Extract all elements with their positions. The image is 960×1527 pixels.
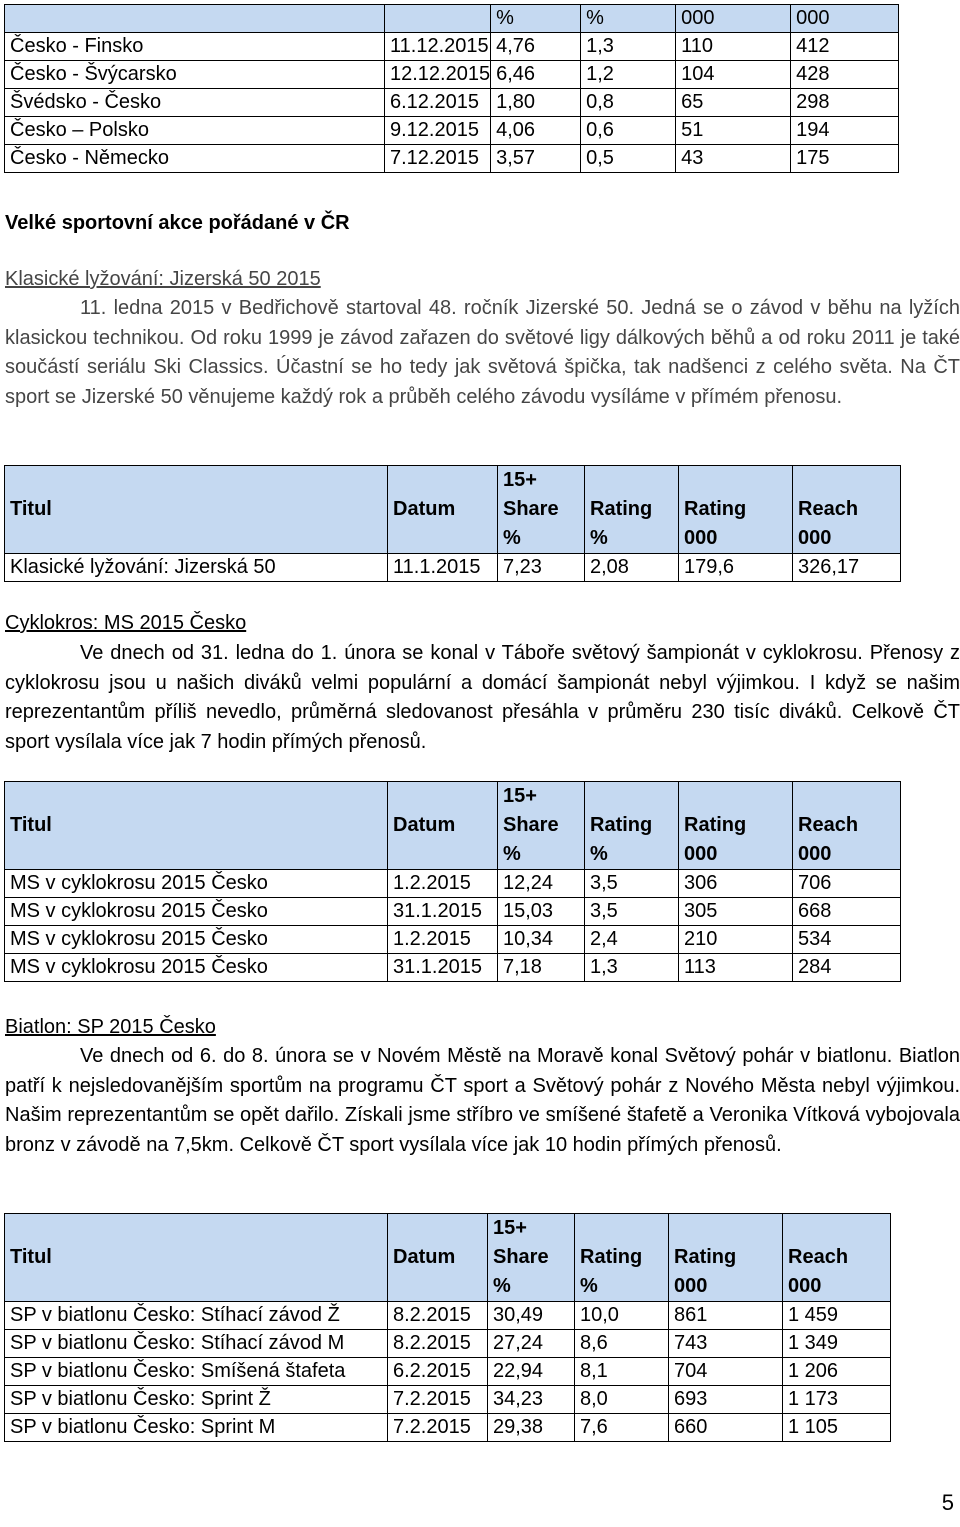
table-cell: 2,08 bbox=[585, 554, 679, 582]
header-line: 000 bbox=[674, 1275, 708, 1297]
table-row bbox=[5, 1414, 891, 1442]
header-line: 000 bbox=[684, 527, 718, 549]
header-reach-000 bbox=[793, 466, 901, 554]
table-cell: 1 349 bbox=[783, 1330, 891, 1358]
header-reach-000 bbox=[783, 1214, 891, 1302]
table-cell: Klasické lyžování: Jizerská 50 bbox=[5, 554, 388, 582]
table-cell: 298 bbox=[791, 89, 899, 117]
table-cell: 4,76 bbox=[491, 33, 581, 61]
page-number: 5 bbox=[941, 1490, 954, 1515]
table-cell: 4,06 bbox=[491, 117, 581, 145]
header-cell: 000 bbox=[791, 5, 899, 33]
table-cell: MS v cyklokrosu 2015 Česko bbox=[5, 870, 388, 898]
table-cell: 7,18 bbox=[498, 954, 585, 982]
header-line: Rating bbox=[674, 1246, 737, 1268]
table-cell: 8.2.2015 bbox=[388, 1302, 488, 1330]
table-cell: Česko - Švýcarsko bbox=[5, 61, 385, 89]
table-cell: 3,5 bbox=[585, 898, 679, 926]
table-cell: 1.2.2015 bbox=[388, 926, 498, 954]
table-cell: 8,1 bbox=[575, 1358, 669, 1386]
table-cell: 31.1.2015 bbox=[388, 954, 498, 982]
header-share-line: 15+ bbox=[493, 1217, 527, 1239]
table-cell: 10,34 bbox=[498, 926, 585, 954]
table-cell: 0,5 bbox=[581, 145, 676, 173]
header-line: 000 bbox=[798, 527, 832, 549]
table-cell: 8.2.2015 bbox=[388, 1330, 488, 1358]
header-titul: Titul bbox=[5, 466, 388, 554]
header-line: 000 bbox=[788, 1275, 822, 1297]
header-share-line: % bbox=[503, 527, 521, 549]
table-cell: 2,4 bbox=[585, 926, 679, 954]
header-line: 000 bbox=[684, 843, 718, 865]
table-cell: 534 bbox=[793, 926, 901, 954]
table-row bbox=[5, 898, 901, 926]
header-line: Reach bbox=[788, 1246, 849, 1268]
table-cell: 1,3 bbox=[581, 33, 676, 61]
table-cell: 31.1.2015 bbox=[388, 898, 498, 926]
ski-paragraph-text: 11. ledna 2015 v Bedřichově startoval 48. ročník Jizerské 50. Jedná se o závod v běhu na lyžích klasickou technikou. Od roku 1999 je závod zařazen do světové ligy dálkových běhů a od roku 2011 je také součástí seriálu Ski Classics. Účastní se ho tedy jak světová špička, tak nadšenci z celého světa. Na ČT sport se Jizerské 50 věnujeme každý rok a průběh celého závodu vysíláme v přímém přenosu. bbox=[5, 297, 960, 408]
header-line: % bbox=[590, 527, 608, 549]
table-cell: 15,03 bbox=[498, 898, 585, 926]
table-row bbox=[5, 1302, 891, 1330]
table-cell: 3,57 bbox=[491, 145, 581, 173]
header-share-line: Share bbox=[503, 498, 559, 520]
table-cell: 7.2.2015 bbox=[388, 1414, 488, 1442]
cyclo-paragraph bbox=[5, 639, 960, 757]
header-line: Rating bbox=[684, 814, 747, 836]
header-reach-000 bbox=[793, 782, 901, 870]
header-cell: 000 bbox=[676, 5, 791, 33]
table-cell: 1 105 bbox=[783, 1414, 891, 1442]
table-cell: 326,17 bbox=[793, 554, 901, 582]
section-title: Velké sportovní akce pořádané v ČR bbox=[5, 212, 350, 234]
table-cell: 0,8 bbox=[581, 89, 676, 117]
header-rating-000 bbox=[679, 782, 793, 870]
table-header-row bbox=[5, 1214, 891, 1302]
header-rating-000 bbox=[669, 1214, 783, 1302]
table-cell: 34,23 bbox=[488, 1386, 575, 1414]
table-cell: SP v biatlonu Česko: Stíhací závod M bbox=[5, 1330, 388, 1358]
table-cell: 306 bbox=[679, 870, 793, 898]
table-cell: 706 bbox=[793, 870, 901, 898]
table-cell: 3,5 bbox=[585, 870, 679, 898]
table-cell: 6,46 bbox=[491, 61, 581, 89]
table-cell: 412 bbox=[791, 33, 899, 61]
header-share-line: Share bbox=[493, 1246, 549, 1268]
header-cell bbox=[385, 5, 491, 33]
table-cell: 8,0 bbox=[575, 1386, 669, 1414]
table-header-row bbox=[5, 5, 899, 33]
table-cell: 43 bbox=[676, 145, 791, 173]
table-cell: 428 bbox=[791, 61, 899, 89]
biathlon-paragraph-text: Ve dnech od 6. do 8. února se v Novém Městě na Moravě konal Světový pohár v biatlonu. Biatlon patří k nejsledovanějším sportům na programu ČT sport a Světový pohár z Nového Města nebyl výjimkou. Našim reprezentantům se opět dařilo. Získali jsme stříbro ve smíšené štafetě a Veronika Vítková vybojovala bronz v závodě na 7,5km. Celkově ČT sport vysílala více jak 10 hodin přímých přenosů. bbox=[5, 1045, 960, 1156]
table-cell: 65 bbox=[676, 89, 791, 117]
header-share-line: 15+ bbox=[503, 785, 537, 807]
table-cell: SP v biatlonu Česko: Sprint M bbox=[5, 1414, 388, 1442]
table-cell: 7.12.2015 bbox=[385, 145, 491, 173]
table-cell: Švédsko - Česko bbox=[5, 89, 385, 117]
table-cell: 6.2.2015 bbox=[388, 1358, 488, 1386]
header-line: Rating bbox=[590, 814, 653, 836]
table-ski-ratings bbox=[4, 465, 901, 582]
table-cell: 1.2.2015 bbox=[388, 870, 498, 898]
table-cell: 179,6 bbox=[679, 554, 793, 582]
table-cell: 1 206 bbox=[783, 1358, 891, 1386]
table-cell: MS v cyklokrosu 2015 Česko bbox=[5, 898, 388, 926]
cyclo-heading: Cyklokros: MS 2015 Česko bbox=[5, 612, 247, 634]
table-cyclocross-ratings bbox=[4, 781, 901, 982]
header-rating-pct bbox=[585, 782, 679, 870]
table-international-matches bbox=[4, 4, 899, 173]
table-cell: 12,24 bbox=[498, 870, 585, 898]
table-cell: 284 bbox=[793, 954, 901, 982]
header-datum: Datum bbox=[388, 782, 498, 870]
header-share bbox=[498, 466, 585, 554]
table-cell: 11.1.2015 bbox=[388, 554, 498, 582]
ski-paragraph bbox=[5, 294, 960, 412]
table-cell: 104 bbox=[676, 61, 791, 89]
header-datum: Datum bbox=[388, 466, 498, 554]
header-line: Rating bbox=[590, 498, 653, 520]
header-line: % bbox=[590, 843, 608, 865]
table-cell: MS v cyklokrosu 2015 Česko bbox=[5, 926, 388, 954]
table-cell: 704 bbox=[669, 1358, 783, 1386]
table-cell: 1 173 bbox=[783, 1386, 891, 1414]
header-share-line: % bbox=[503, 843, 521, 865]
table-cell: 22,94 bbox=[488, 1358, 575, 1386]
table-cell: 12.12.2015 bbox=[385, 61, 491, 89]
table-header-row bbox=[5, 782, 901, 870]
table-cell: 51 bbox=[676, 117, 791, 145]
biathlon-paragraph bbox=[5, 1042, 960, 1160]
table-cell: 29,38 bbox=[488, 1414, 575, 1442]
table-row bbox=[5, 33, 899, 61]
header-line: Rating bbox=[684, 498, 747, 520]
table-cell: 660 bbox=[669, 1414, 783, 1442]
table-row bbox=[5, 1330, 891, 1358]
header-line: Reach bbox=[798, 498, 859, 520]
table-cell: Česko - Finsko bbox=[5, 33, 385, 61]
table-cell: SP v biatlonu Česko: Smíšená štafeta bbox=[5, 1358, 388, 1386]
table-cell: 9.12.2015 bbox=[385, 117, 491, 145]
header-cell: % bbox=[491, 5, 581, 33]
header-titul: Titul bbox=[5, 1214, 388, 1302]
table-cell: SP v biatlonu Česko: Stíhací závod Ž bbox=[5, 1302, 388, 1330]
table-header-row bbox=[5, 466, 901, 554]
header-cell: % bbox=[581, 5, 676, 33]
table-cell: 8,6 bbox=[575, 1330, 669, 1358]
header-rating-pct bbox=[585, 466, 679, 554]
header-datum: Datum bbox=[388, 1214, 488, 1302]
table-cell: 0,6 bbox=[581, 117, 676, 145]
table-cell: 194 bbox=[791, 117, 899, 145]
table-cell: 27,24 bbox=[488, 1330, 575, 1358]
table-cell: 7.2.2015 bbox=[388, 1386, 488, 1414]
table-cell: 210 bbox=[679, 926, 793, 954]
table-cell: Česko - Německo bbox=[5, 145, 385, 173]
header-rating-pct bbox=[575, 1214, 669, 1302]
header-share-line: Share bbox=[503, 814, 559, 836]
header-share bbox=[488, 1214, 575, 1302]
header-line: % bbox=[580, 1275, 598, 1297]
table-cell: 1,80 bbox=[491, 89, 581, 117]
table-cell: 30,49 bbox=[488, 1302, 575, 1330]
table-cell: 693 bbox=[669, 1386, 783, 1414]
header-share-line: 15+ bbox=[503, 469, 537, 491]
table-cell: 110 bbox=[676, 33, 791, 61]
table-row bbox=[5, 1386, 891, 1414]
table-cell: 1,2 bbox=[581, 61, 676, 89]
cyclo-paragraph-text: Ve dnech od 31. ledna do 1. února se konal v Táboře světový šampionát v cyklokrosu. Přenosy z cyklokrosu jsou u našich diváků velmi populární a domácí šampionát nebyl výjimkou. I když se našim reprezentantům příliš nevedlo, průměrná sledovanost přesáhla v průměru 230 tisíc diváků. Celkově ČT sport vysílala více jak 7 hodin přímých přenosů. bbox=[5, 642, 960, 753]
table-row bbox=[5, 1358, 891, 1386]
table-row bbox=[5, 117, 899, 145]
ski-heading: Klasické lyžování: Jizerská 50 2015 bbox=[5, 268, 321, 290]
table-cell: Česko – Polsko bbox=[5, 117, 385, 145]
table-row bbox=[5, 554, 901, 582]
table-row bbox=[5, 954, 901, 982]
table-cell: 10,0 bbox=[575, 1302, 669, 1330]
table-cell: 6.12.2015 bbox=[385, 89, 491, 117]
table-cell: 7,23 bbox=[498, 554, 585, 582]
table-cell: 861 bbox=[669, 1302, 783, 1330]
header-line: Rating bbox=[580, 1246, 643, 1268]
table-cell: 11.12.2015 bbox=[385, 33, 491, 61]
table-cell: 7,6 bbox=[575, 1414, 669, 1442]
header-line: Reach bbox=[798, 814, 859, 836]
table-row bbox=[5, 145, 899, 173]
header-rating-000 bbox=[679, 466, 793, 554]
header-cell bbox=[5, 5, 385, 33]
biathlon-heading: Biatlon: SP 2015 Česko bbox=[5, 1016, 216, 1038]
table-row bbox=[5, 89, 899, 117]
table-cell: 1 459 bbox=[783, 1302, 891, 1330]
table-cell: 743 bbox=[669, 1330, 783, 1358]
table-row bbox=[5, 926, 901, 954]
table-cell: 305 bbox=[679, 898, 793, 926]
header-line: 000 bbox=[798, 843, 832, 865]
header-share-line: % bbox=[493, 1275, 511, 1297]
table-row bbox=[5, 870, 901, 898]
table-cell: 668 bbox=[793, 898, 901, 926]
table-cell: 1,3 bbox=[585, 954, 679, 982]
header-share bbox=[498, 782, 585, 870]
table-biathlon-ratings bbox=[4, 1213, 891, 1442]
table-cell: 175 bbox=[791, 145, 899, 173]
table-cell: MS v cyklokrosu 2015 Česko bbox=[5, 954, 388, 982]
table-cell: SP v biatlonu Česko: Sprint Ž bbox=[5, 1386, 388, 1414]
header-titul: Titul bbox=[5, 782, 388, 870]
table-row bbox=[5, 61, 899, 89]
table-cell: 113 bbox=[679, 954, 793, 982]
